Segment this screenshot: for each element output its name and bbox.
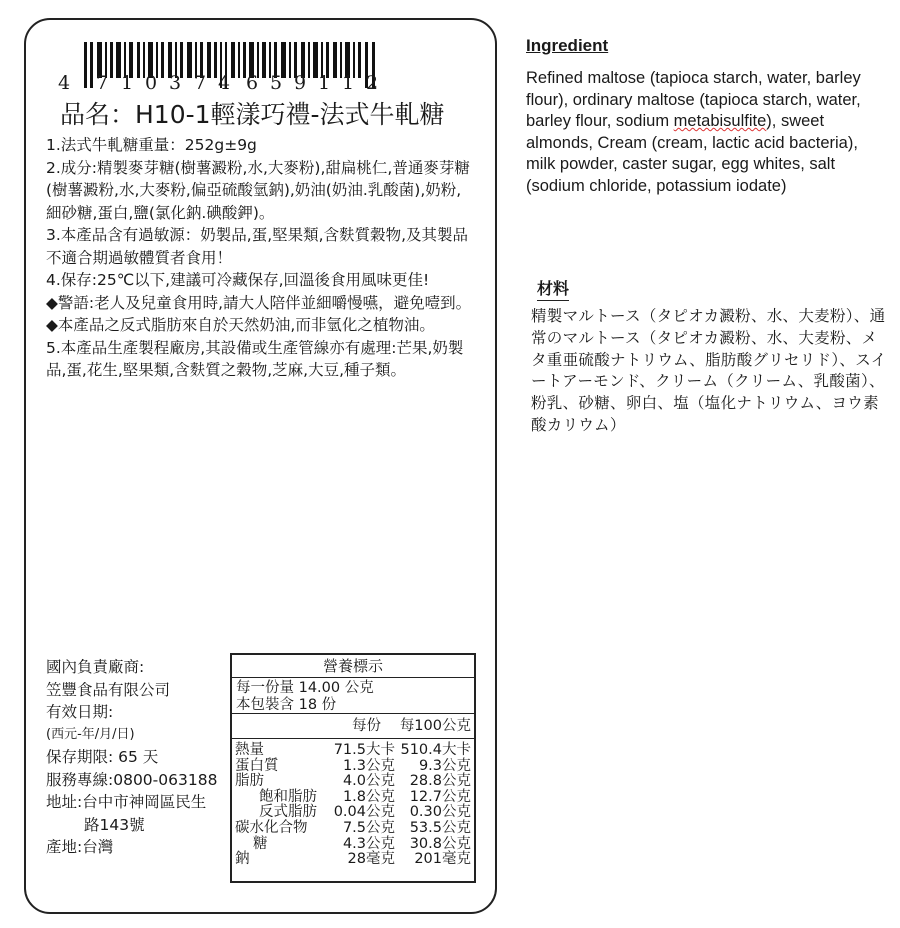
spellcheck-flagged-word: metabisulfite xyxy=(673,112,767,131)
value-per-serving: 28毫克 xyxy=(347,851,395,868)
maker-line: 國內負責廠商: xyxy=(46,658,145,676)
product-details xyxy=(46,134,476,382)
english-text-part: ), sweet almonds, Cream (cream, lactic acid bacteria), milk powder, caster sugar, egg whites, salt (sodium chloride, potassium iodate) xyxy=(526,112,858,195)
maker-line: 有效日期: xyxy=(46,703,114,721)
value-per-100g: 9.3公克 xyxy=(418,757,471,774)
maker-line: 笠豐食品有限公司 xyxy=(46,680,171,699)
maker-line: 保存期限: 65 天 xyxy=(46,748,159,766)
nutrient-name: 碳水化合物 xyxy=(235,819,308,836)
nutrition-facts-table xyxy=(230,653,476,883)
value-per-100g: 53.5公克 xyxy=(409,819,471,836)
serving-size: 每一份量 14.00 公克 xyxy=(236,680,374,696)
nutrient-name: 飽和脂肪 xyxy=(259,788,317,805)
barcode-digit: 3 xyxy=(169,72,182,94)
barcode-digit: 6 xyxy=(246,72,259,94)
servings-per-pack: 本包裝含 18 份 xyxy=(236,697,337,713)
barcode-digit: 1 xyxy=(318,72,331,94)
trans-fat-note: ◆本產品之反式脂肪來自於天然奶油,而非氫化之植物油。 xyxy=(46,316,435,334)
maker-line: (西元-年/月/日) xyxy=(46,726,135,742)
maker-line: 產地:台灣 xyxy=(46,838,114,856)
english-ingredient-text xyxy=(526,68,876,198)
product-name: 品名：H10-1輕漾巧禮-法式牛軋糖 xyxy=(60,100,445,129)
barcode-digit: 1 xyxy=(121,72,134,94)
col-per-100g: 每100公克 xyxy=(399,718,471,734)
english-text-part: Refined maltose (tapioca starch, water, barley flour), ordinary maltose (tapioca starch, water, barley flour, sodium xyxy=(526,69,861,131)
maker-line: 服務專線:0800-063188 xyxy=(46,770,218,789)
barcode-digit: 5 xyxy=(270,72,283,94)
barcode-digit: 1 xyxy=(342,72,355,94)
maker-line: 路143號 xyxy=(84,815,145,834)
manufacturer-info xyxy=(46,656,236,859)
nutrient-name: 蛋白質 xyxy=(235,757,279,774)
barcode-digit: 7 xyxy=(194,72,207,94)
value-per-100g: 201毫克 xyxy=(414,851,471,868)
nutrient-name: 糖 xyxy=(253,835,268,852)
barcode-number xyxy=(58,72,388,94)
ingredients-text: 2.成分:精製麥芽糖(樹薯澱粉,水,大麥粉),甜扁桃仁,普通麥芽糖(樹薯澱粉,水,大麥粉,偏亞硫酸氫鈉),奶油(奶油.乳酸菌),奶粉,細砂糖,蛋白,鹽(氯化鈉.碘酸鉀)。 xyxy=(46,158,470,222)
nutrition-rows xyxy=(232,743,474,868)
value-per-serving: 4.3公克 xyxy=(342,835,395,852)
barcode-digit: 7 xyxy=(96,72,109,94)
barcode-digit: 0 xyxy=(145,72,158,94)
warning-text: ◆警語:老人及兒童食用時,請大人陪伴並細嚼慢嚥，避免噎到。 xyxy=(46,293,472,312)
value-per-serving: 7.5公克 xyxy=(342,819,395,836)
barcode-digit: 4 xyxy=(58,72,71,94)
japanese-ingredient-title: 材料 xyxy=(537,276,569,301)
serving-info xyxy=(232,678,474,714)
value-per-serving: 71.5大卡 xyxy=(333,742,395,758)
nutrition-row xyxy=(232,759,474,775)
nutrition-row xyxy=(232,837,474,853)
nutrition-title: 營養標示 xyxy=(232,655,474,678)
nutrient-name: 反式脂肪 xyxy=(259,804,317,821)
nutrition-row xyxy=(232,774,474,790)
value-per-serving: 1.3公克 xyxy=(342,757,395,774)
nutrition-row xyxy=(232,821,474,837)
storage-text: 4.保存:25℃以下,建議可冷藏保存,回溫後食用風味更佳! xyxy=(46,271,430,289)
value-per-serving: 0.04公克 xyxy=(333,804,395,821)
nutrition-row xyxy=(232,743,474,759)
barcode-digit: 2 xyxy=(366,72,379,94)
nutrient-name: 鈉 xyxy=(235,851,250,868)
col-per-serving: 每份 xyxy=(352,718,381,734)
value-per-100g: 510.4大卡 xyxy=(400,742,471,758)
value-per-100g: 0.30公克 xyxy=(409,804,471,821)
value-per-100g: 30.8公克 xyxy=(409,835,471,852)
net-weight: 1.法式牛軋糖重量：252g±9g xyxy=(46,136,257,154)
facility-note: 5.本產品生產製程廠房,其設備或生產管線亦有處理:芒果,奶製品,蛋,花生,堅果類,含麩質之穀物,芝麻,大豆,種子類。 xyxy=(46,338,464,379)
value-per-serving: 1.8公克 xyxy=(342,788,395,805)
nutrient-name: 脂肪 xyxy=(235,773,264,790)
maker-line: 地址:台中市神岡區民生 xyxy=(46,793,207,811)
nutrient-name: 熱量 xyxy=(235,742,264,758)
english-ingredient-title: Ingredient xyxy=(526,36,609,55)
barcode-digit: 4 xyxy=(218,72,231,94)
nutrition-row xyxy=(232,852,474,868)
japanese-ingredient-text: 精製マルトース（タピオカ澱粉、水、大麦粉）、通常のマルトース（タピオカ澱粉、水、大麦粉、メタ重亜硫酸ナトリウム、脂肪酸グリセリド）、スイートアーモンド、クリーム（クリーム、乳酸菌）、粉乳、砂糖、卵白、塩（塩化ナトリウム、ヨウ素酸カリウム） xyxy=(531,307,887,434)
nutrition-row xyxy=(232,805,474,821)
allergen-text: 3.本產品含有過敏源：奶製品,蛋,堅果類,含麩質穀物,及其製品不適合期過敏體質者食用！ xyxy=(46,226,468,267)
value-per-100g: 12.7公克 xyxy=(409,788,471,805)
nutrition-column-headers xyxy=(232,714,474,739)
barcode-digit: 9 xyxy=(294,72,307,94)
value-per-serving: 4.0公克 xyxy=(342,773,395,790)
value-per-100g: 28.8公克 xyxy=(409,773,471,790)
